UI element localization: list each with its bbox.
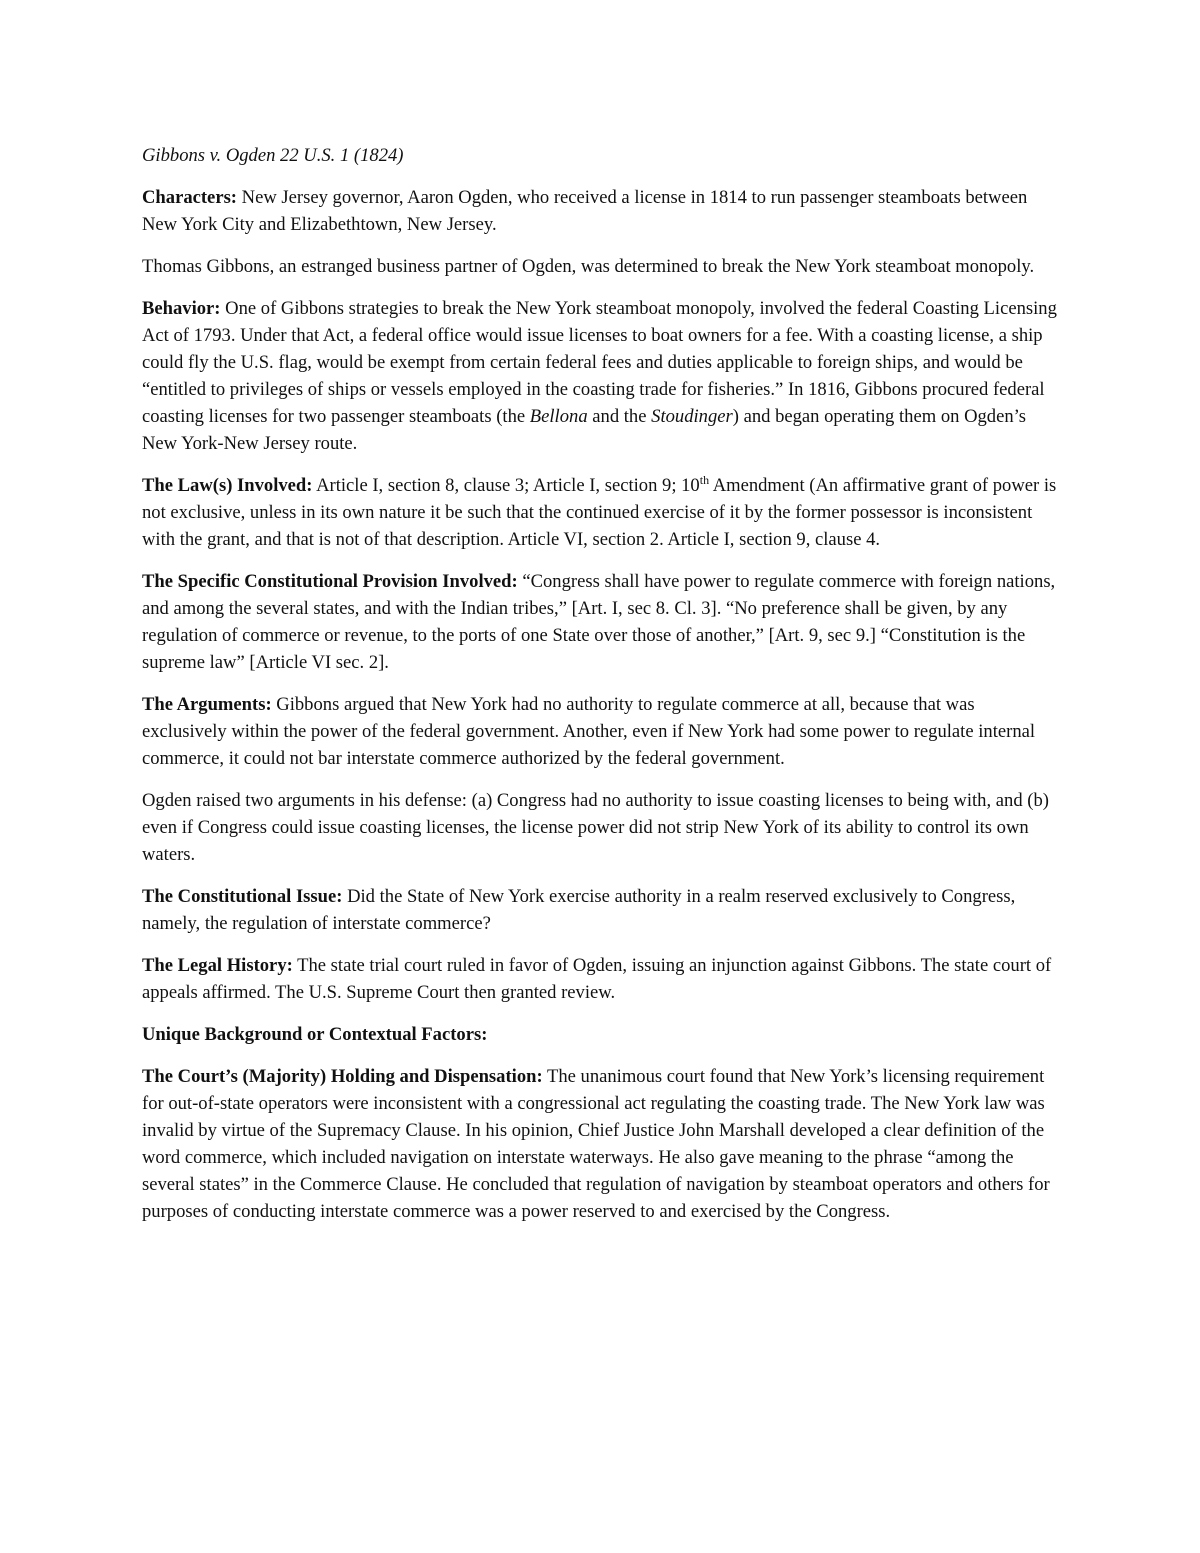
thomas-gibbons-paragraph: Thomas Gibbons, an estranged business partner of Ogden, was determined to break the New York steamboat monopoly. (142, 256, 1035, 277)
characters-paragraph (142, 184, 1062, 238)
characters-text: New Jersey governor, Aaron Ogden, who received a license in 1814 to run passenger steamboats between New York City and Elizabethtown, New Jersey. (142, 187, 1028, 235)
laws-involved-text-cont: Amendment (An affirmative grant of power is not exclusive, unless in its own nature it be such that the continued exercise of it by the former possessor is inconsistent with the grant, and that is not of that description. Article VI, section 2. Article I, section 9, clause 4. (142, 475, 1057, 550)
laws-involved-paragraph (142, 472, 1062, 553)
ship-name-bellona: Bellona (529, 406, 588, 427)
constitutional-issue-label: The Constitutional Issue: (142, 886, 343, 907)
laws-involved-label: The Law(s) Involved: (142, 475, 313, 496)
behavior-label: Behavior: (142, 298, 221, 319)
document-page (142, 142, 1062, 1240)
ordinal-suffix: th (699, 472, 710, 487)
characters-label: Characters: (142, 187, 237, 208)
arguments-text: Gibbons argued that New York had no authority to regulate commerce at all, because that was exclusively within the power of the federal government. Another, even if New York had some power to regulate internal commerce, it could not bar interstate commerce authorized by the federal government. (142, 694, 1036, 769)
legal-history-label: The Legal History: (142, 955, 293, 976)
laws-involved-text: Article I, section 8, clause 3; Article I, section 9; 10 (312, 475, 700, 496)
behavior-paragraph (142, 295, 1062, 457)
provision-text: “Congress shall have power to regulate commerce with foreign nations, and among the several states, and with the Indian tribes,” [Art. I, sec 8. Cl. 3]. “No preference shall be given, by any regulation of commerce or revenue, to the ports of one State over those of another,” [Art. 9, sec 9.] “Constitution is the supreme law” [Article VI sec. 2]. (142, 571, 1056, 673)
holding-paragraph (142, 1063, 1062, 1225)
provision-paragraph (142, 568, 1062, 676)
behavior-text: One of Gibbons strategies to break the New York steamboat monopoly, involved the federal Coasting Licensing Act of 1793. Under that Act, a federal office would issue licenses to boat owners for a fee. With a coasting license, a ship could fly the U.S. flag, would be exempt from certain federal fees and duties applicable to foreign ships, and would be “entitled to privileges of ships or vessels employed in the coasting trade for fisheries.” In 1816, Gibbons procured federal coasting licenses for two passenger steamboats (the (142, 298, 1057, 427)
background-label: Unique Background or Contextual Factors: (142, 1024, 488, 1045)
background-paragraph (142, 1021, 1062, 1048)
holding-label: The Court’s (Majority) Holding and Dispensation: (142, 1066, 543, 1087)
behavior-text-end: ) and began operating them on Ogden’s New York-New Jersey route. (142, 406, 1027, 454)
holding-text: The unanimous court found that New York’s licensing requirement for out-of-state operators were inconsistent with a congressional act regulating the coasting trade. The New York law was invalid by virtue of the Supremacy Clause. In his opinion, Chief Justice John Marshall developed a clear definition of the word commerce, which included navigation on interstate waterways. He also gave meaning to the phrase “among the several states” in the Commerce Clause. He concluded that regulation of navigation by steamboat operators and others for purposes of conducting interstate commerce was a power reserved to and exercised by the Congress. (142, 1066, 1050, 1222)
behavior-text-connector: and the (587, 406, 652, 427)
provision-label: The Specific Constitutional Provision Involved: (142, 571, 518, 592)
case-title: Gibbons v. Ogden 22 U.S. 1 (1824) (142, 145, 404, 166)
constitutional-issue-paragraph (142, 883, 1062, 937)
constitutional-issue-text: Did the State of New York exercise authority in a realm reserved exclusively to Congress, namely, the regulation of interstate commerce? (142, 886, 1016, 934)
legal-history-text: The state trial court ruled in favor of Ogden, issuing an injunction against Gibbons. The state court of appeals affirmed. The U.S. Supreme Court then granted review. (142, 955, 1052, 1003)
legal-history-paragraph (142, 952, 1062, 1006)
arguments-paragraph (142, 691, 1062, 772)
ogden-arguments-paragraph: Ogden raised two arguments in his defense: (a) Congress had no authority to issue coasting licenses to being with, and (b) even if Congress could issue coasting licenses, the license power did not strip New York of its ability to control its own waters. (142, 790, 1049, 865)
ship-name-stoudinger: Stoudinger (651, 406, 733, 427)
arguments-label: The Arguments: (142, 694, 272, 715)
